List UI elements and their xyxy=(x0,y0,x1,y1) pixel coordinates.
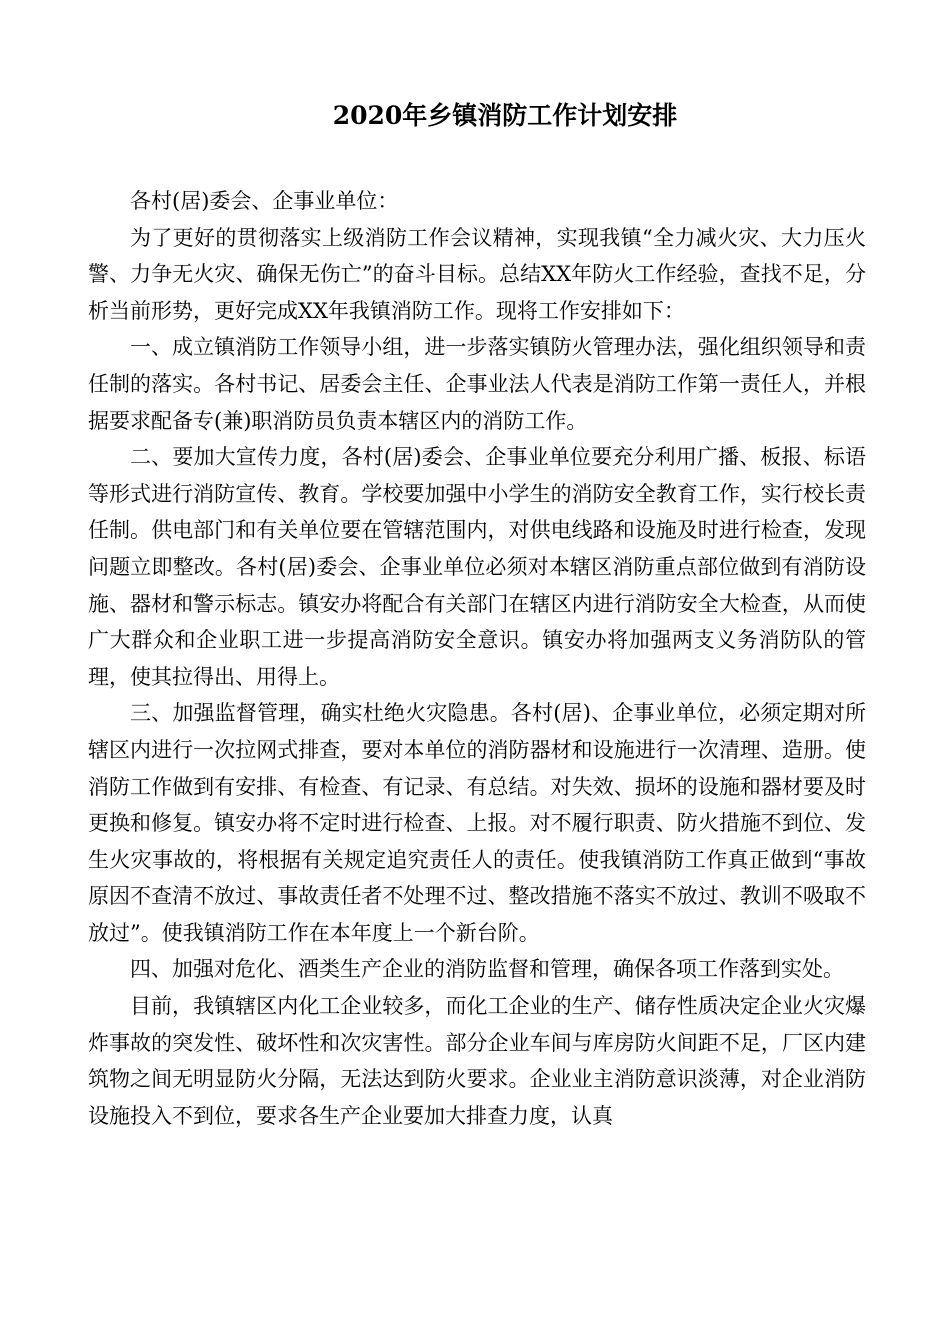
intro-paragraph: 为了更好的贯彻落实上级消防工作会议精神，实现我镇“全力减火灾、大力压火警、力争无火灾、确保无伤亡”的奋斗目标。总结XX年防火工作经验，查找不足，分析当前形势，更好完成XX年我镇消防工作。现将工作安排如下： xyxy=(88,225,866,323)
salutation-paragraph: 各村(居)委会、企事业单位： xyxy=(130,189,399,213)
section-two-paragraph: 二、要加大宣传力度，各村(居)委会、企事业单位要充分利用广播、板报、标语等形式进行消防宣传、教育。学校要加强中小学生的消防安全教育工作，实行校长责任制。供电部门和有关单位要在管辖范围内，对供电线路和设施及时进行检查，发现问题立即整改。各村(居)委会、企事业单位必须对本辖区消防重点部位做到有消防设施、器材和警示标志。镇安办将配合有关部门在辖区内进行消防安全大检查，从而使广大群众和企业职工进一步提高消防安全意识。镇安办将加强两支义务消防队的管理，使其拉得出、用得上。 xyxy=(88,445,866,689)
section-four-paragraph: 四、加强对危化、酒类生产企业的消防监督和管理，确保各项工作落到实处。 xyxy=(130,957,844,982)
document-body xyxy=(88,183,866,1134)
current-situation-paragraph: 目前，我镇辖区内化工企业较多，而化工企业的生产、储存性质决定企业火灾爆炸事故的突发性、破坏性和次灾害性。部分企业车间与库房防火间距不足，厂区内建筑物之间无明显防火分隔，无法达到防火要求。企业业主消防意识淡薄，对企业消防设施投入不到位，要求各生产企业要加大排查力度，认真 xyxy=(88,994,866,1128)
section-one-paragraph: 一、成立镇消防工作领导小组，进一步落实镇防火管理办法，强化组织领导和责任制的落实。各村书记、居委会主任、企事业法人代表是消防工作第一责任人，并根据要求配备专(兼)职消防员负责本辖区内的消防工作。 xyxy=(88,335,866,433)
document-title: 2020年乡镇消防工作计划安排 xyxy=(332,101,678,130)
section-three-paragraph: 三、加强监督管理，确实杜绝火灾隐患。各村(居)、企事业单位，必须定期对所辖区内进行一次拉网式排查，要对本单位的消防器材和设施进行一次清理、造册。使消防工作做到有安排、有检查、有记录、有总结。对失效、损坏的设施和器材要及时更换和修复。镇安办将不定时进行检查、上报。对不履行职责、防火措施不到位、发生火灾事故的，将根据有关规定追究责任人的责任。使我镇消防工作真正做到“事故原因不查清不放过、事故责任者不处理不过、整改措施不落实不放过、教训不吸取不放过”。使我镇消防工作在本年度上一个新台阶。 xyxy=(88,701,866,945)
